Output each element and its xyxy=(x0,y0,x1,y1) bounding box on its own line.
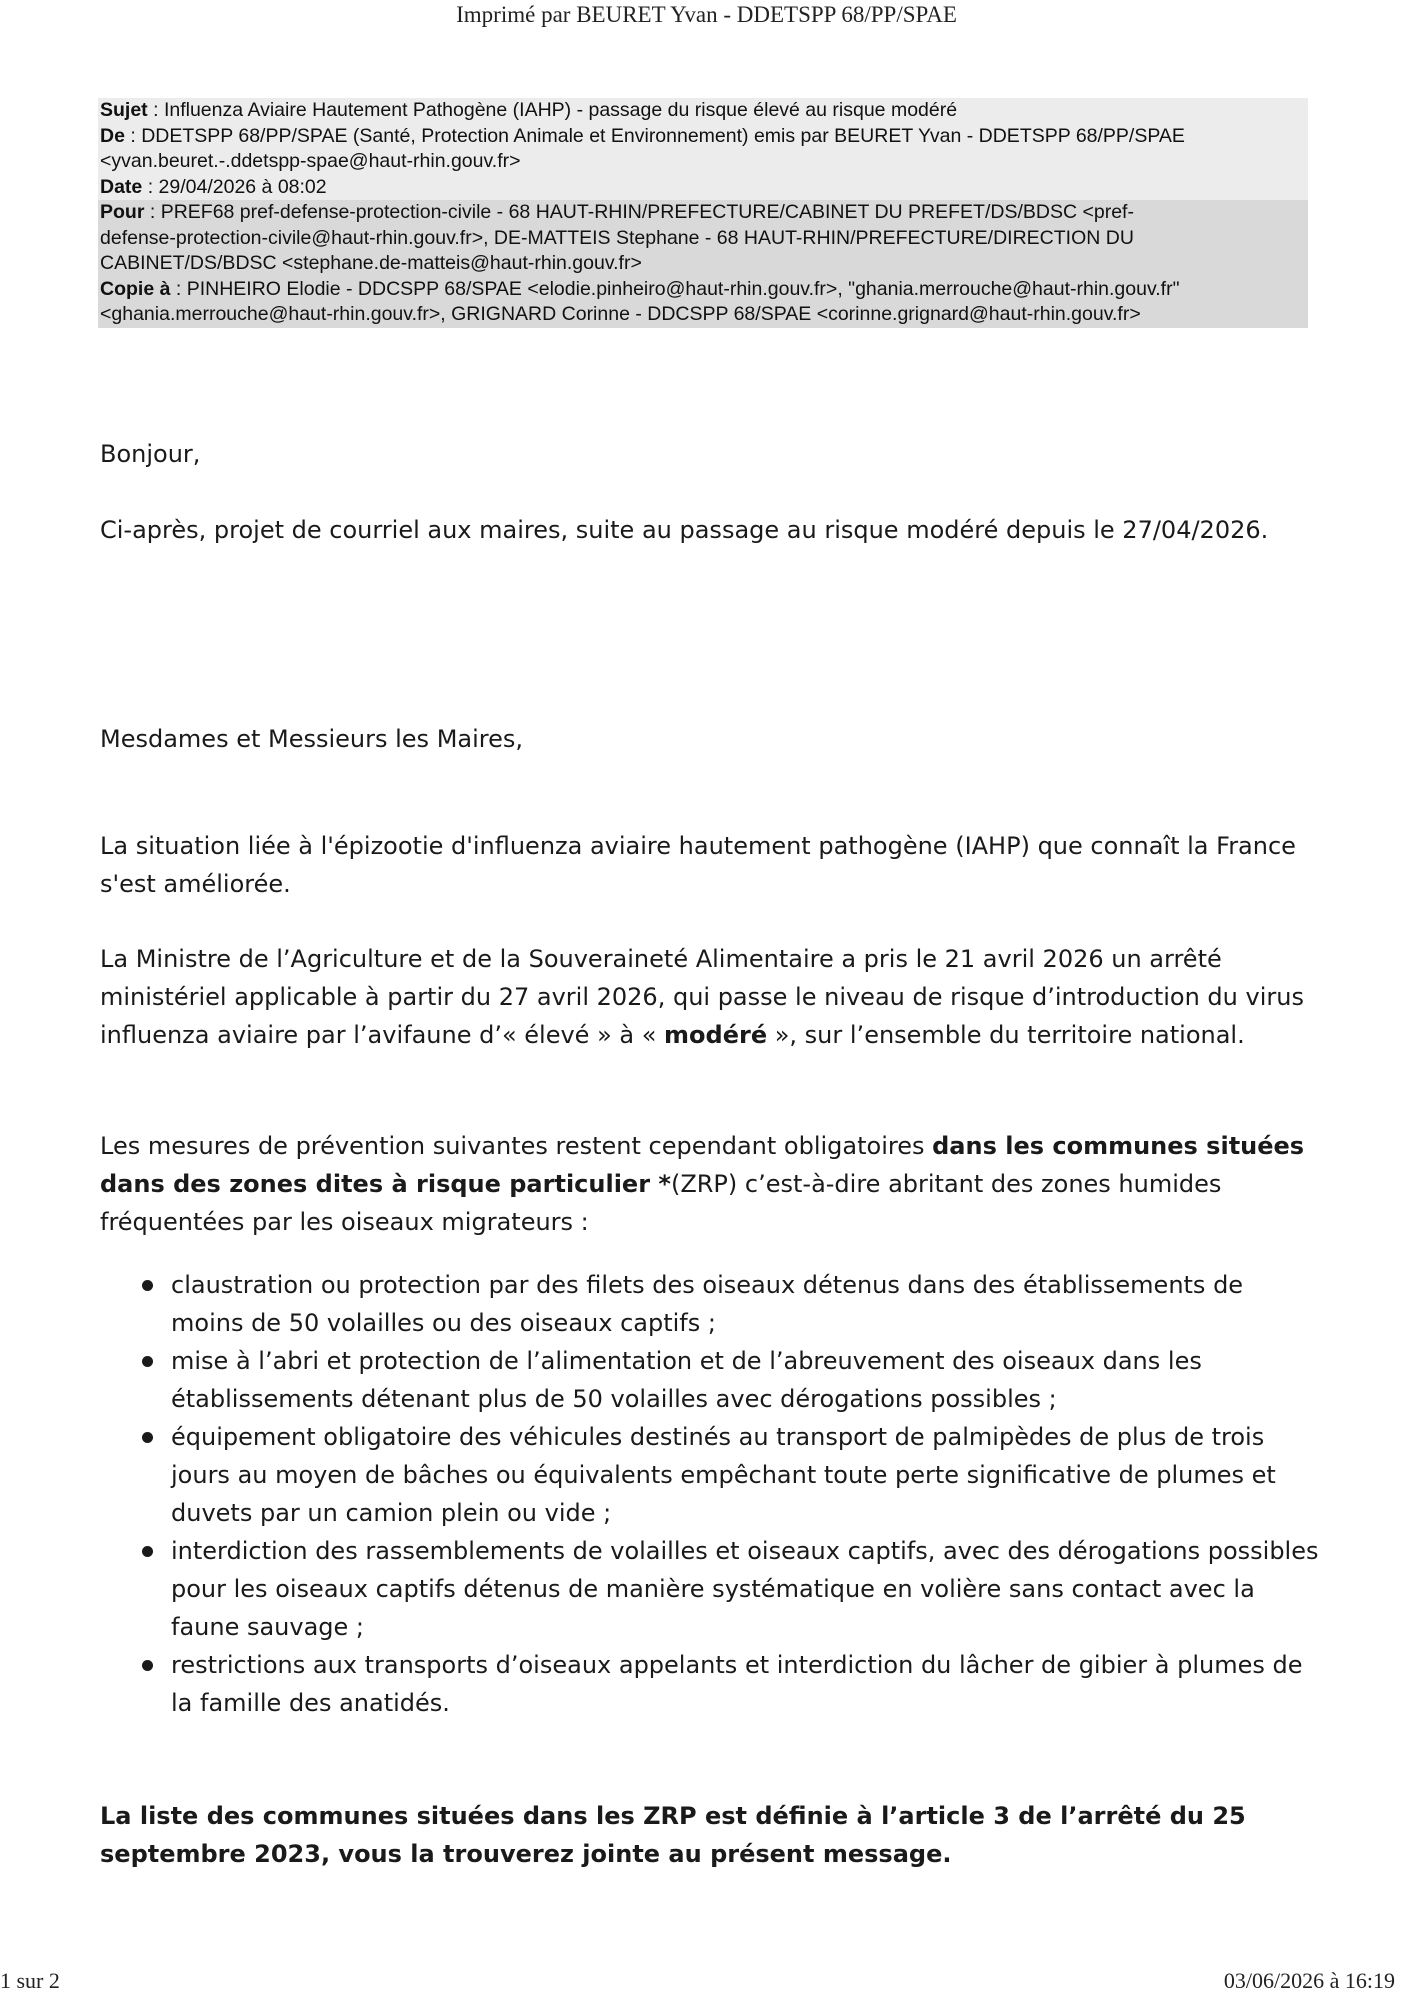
date-key: Date xyxy=(100,175,143,198)
from-email[interactable]: <yvan.beuret.-.ddetspp-spae@haut-rhin.gouv.fr> xyxy=(100,150,521,172)
page-number: 1 sur 2 xyxy=(0,1968,60,1993)
to-row: Pour : PREF68 pref-defense-protection-civile - 68 HAUT-RHIN/PREFECTURE/CABINET DU PREFET/DS/BDSC <pref- defense-protection-civile@haut-rhin.gouv.fr>, DE-MATTEIS Stephane - 68 HAUT-RHIN/PREFECTURE/DIRECTION DU CABINET/DS/BDSC <stephane.de-matteis@haut-rhin.gouv.fr> xyxy=(98,200,1308,277)
from-key: De xyxy=(100,124,125,147)
list-item xyxy=(100,1342,1320,1418)
paragraph-measures xyxy=(100,1127,1320,1241)
bullet-icon xyxy=(142,1546,153,1557)
paragraph-measures-part1: Les mesures de prévention suivantes restent cependant obligatoires xyxy=(100,1132,933,1160)
bullet-icon xyxy=(142,1280,153,1291)
cc-line-1: PINHEIRO Elodie - DDCSPP 68/SPAE <elodie.pinheiro@haut-rhin.gouv.fr>, "ghania.merrouche@haut-rhin.gouv.fr" xyxy=(186,277,1180,300)
list-item xyxy=(100,1266,1320,1342)
greeting-text: Bonjour, xyxy=(100,440,201,468)
subject-row: Sujet : Influenza Aviaire Hautement Pathogène (IAHP) - passage du risque élevé au risque modéré xyxy=(98,98,1308,124)
paragraph-arrete-part1: La Ministre de l’Agriculture et de la Souveraineté Alimentaire a pris le 21 avril 2026 un arrêté ministériel applicable à partir du 27 avril 2026, qui passe le niveau de risque d’introduction du virus influenza aviaire par l’avifaune d’« élevé » à « xyxy=(100,945,1304,1049)
closing-text xyxy=(100,1797,1320,1873)
paragraph-measures-part2: (ZRP) c’est-à-dire abritant des zones humides fréquentées par les oiseaux migrateurs : xyxy=(100,1170,1222,1236)
list-item-text: mise à l’abri et protection de l’alimentation et de l’abreuvement des oiseaux dans les établissements détenant plus de 50 volailles avec dérogations possibles ; xyxy=(171,1347,1202,1413)
date-value: 29/04/2026 à 08:02 xyxy=(158,175,327,198)
measures-list xyxy=(100,1266,1320,1722)
bullet-icon xyxy=(142,1356,153,1367)
paragraph-arrete-text xyxy=(100,940,1320,1054)
intro xyxy=(100,511,1320,549)
date-row: Date : 29/04/2026 à 08:02 xyxy=(98,175,1308,201)
bullet-icon xyxy=(142,1660,153,1671)
cc-line-2: <ghania.merrouche@haut-rhin.gouv.fr>, GRIGNARD Corinne - DDCSPP 68/SPAE <corinne.grignard@haut-rhin.gouv.fr> xyxy=(100,303,1141,325)
to-line-3: CABINET/DS/BDSC <stephane.de-matteis@haut-rhin.gouv.fr> xyxy=(100,252,642,274)
list-item-text: équipement obligatoire des véhicules destinés au transport de palmipèdes de plus de trois jours au moyen de bâches ou équivalents empêchant toute perte significative de plumes et duvets par un camion plein ou vide ; xyxy=(171,1423,1276,1527)
paragraph-arrete-bold: modéré xyxy=(664,1021,768,1049)
closing-bold: La liste des communes situées dans les ZRP est définie à l’article 3 de l’arrêté du 25 septembre 2023, vous la trouverez jointe au présent message. xyxy=(100,1802,1246,1868)
to-line-2: defense-protection-civile@haut-rhin.gouv.fr>, DE-MATTEIS Stephane - 68 HAUT-RHIN/PREFECTURE/DIRECTION DU xyxy=(100,226,1134,249)
from-row: De : DDETSPP 68/PP/SPAE (Santé, Protection Animale et Environnement) emis par BEURET Yvan - DDETSPP 68/PP/SPAE <yvan.beuret.-.ddetspp-spae@haut-rhin.gouv.fr> xyxy=(98,124,1308,175)
list-item xyxy=(100,1418,1320,1532)
paragraph-arrete-part2: », sur l’ensemble du territoire national. xyxy=(767,1021,1245,1049)
paragraph-situation-text: La situation liée à l'épizootie d'influenza aviaire hautement pathogène (IAHP) que connaît la France s'est améliorée. xyxy=(100,832,1296,898)
cc-row: Copie à : PINHEIRO Elodie - DDCSPP 68/SPAE <elodie.pinheiro@haut-rhin.gouv.fr>, "ghania.merrouche@haut-rhin.gouv.fr" <ghania.merrouche@haut-rhin.gouv.fr>, GRIGNARD Corinne - DDCSPP 68/SPAE <corinne.grignard@haut-rhin.gouv.fr> xyxy=(98,277,1308,328)
subject-value: Influenza Aviaire Hautement Pathogène (IAHP) - passage du risque élevé au risque modéré xyxy=(163,99,958,121)
paragraph-arrete xyxy=(100,940,1320,1054)
paragraph-measures-bold: dans les communes situées dans des zones dites à risque particulier * xyxy=(100,1132,1305,1198)
paragraph-measures-text xyxy=(100,1127,1320,1241)
list-item xyxy=(100,1532,1320,1646)
to-key: Pour xyxy=(100,201,145,223)
salutation-text: Mesdames et Messieurs les Maires, xyxy=(100,725,524,753)
bullet-icon xyxy=(142,1432,153,1443)
print-header: Imprimé par BEURET Yvan - DDETSPP 68/PP/SPAE xyxy=(456,2,957,27)
subject-key: Sujet xyxy=(100,99,148,121)
list-item-text: claustration ou protection par des filets des oiseaux détenus dans des établissements de moins de 50 volailles ou des oiseaux captifs ; xyxy=(171,1271,1244,1337)
closing-paragraph xyxy=(100,1797,1320,1873)
to-line-1: PREF68 pref-defense-protection-civile - 68 HAUT-RHIN/PREFECTURE/CABINET DU PREFET/DS/BDSC <pref- xyxy=(160,201,1134,223)
list-item-text: interdiction des rassemblements de volailles et oiseaux captifs, avec des dérogations possibles pour les oiseaux captifs détenus de manière systématique en volière sans contact avec la faune sauvage ; xyxy=(171,1537,1319,1641)
list-item xyxy=(100,1646,1320,1722)
email-header xyxy=(98,98,1308,328)
paragraph-situation xyxy=(100,827,1320,903)
from-value: DDETSPP 68/PP/SPAE (Santé, Protection Animale et Environnement) emis par BEURET Yvan - DDETSPP 68/PP/SPAE xyxy=(141,124,1185,147)
intro-text: Ci-après, projet de courriel aux maires, suite au passage au risque modéré depuis le 27/04/2026. xyxy=(100,516,1269,544)
print-timestamp: 03/06/2026 à 16:19 xyxy=(1223,1968,1395,1993)
greeting xyxy=(100,435,1320,473)
salutation xyxy=(100,720,1320,758)
cc-key: Copie à xyxy=(100,277,171,300)
list-item-text: restrictions aux transports d’oiseaux appelants et interdiction du lâcher de gibier à plumes de la famille des anatidés. xyxy=(171,1651,1303,1717)
